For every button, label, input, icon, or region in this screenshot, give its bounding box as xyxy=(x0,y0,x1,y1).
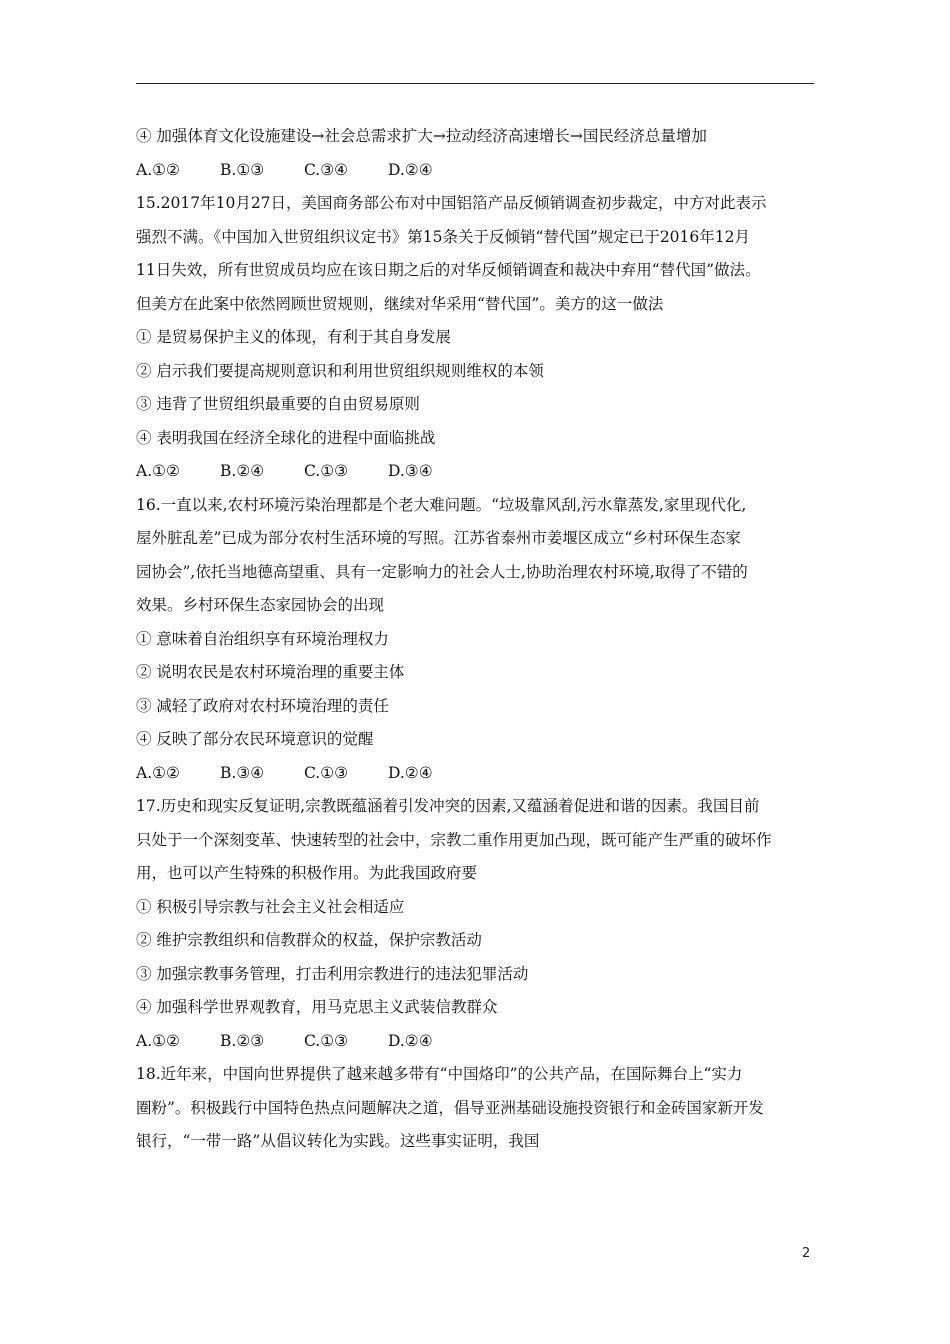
answer-choice: A.①② xyxy=(136,763,180,782)
answer-choice: C.①③ xyxy=(304,462,349,480)
intro-option: ④ 加强体育文化设施建设→社会总需求扩大→拉动经济高速增长→国民经济总量增加 xyxy=(136,127,707,145)
page-number: 2 xyxy=(802,1246,811,1261)
question-16-stem-line: 效果。乡村环保生态家园协会的出现 xyxy=(136,596,385,614)
answer-choice: A.①② xyxy=(136,160,180,179)
answer-choice: C.③④ xyxy=(304,160,349,179)
question-15-answers xyxy=(136,455,816,489)
intro-answers xyxy=(136,154,816,188)
question-15-option: ① 是贸易保护主义的体现，有利于其自身发展 xyxy=(136,328,451,346)
question-18-stem-line: 银行，“一带一路”从倡议转化为实践。这些事实证明，我国 xyxy=(136,1132,540,1150)
question-17-option: ④ 加强科学世界观教育，用马克思主义武装信教群众 xyxy=(136,998,498,1016)
question-16-option: ① 意味着自治组织享有环境治理权力 xyxy=(136,629,389,648)
question-16-option: ④ 反映了部分农民环境意识的觉醒 xyxy=(136,730,374,748)
question-16-stem-line: 16.一直以来,农村环境污染治理都是个老大难问题。“垃圾靠风刮,污水靠蒸发,家里现代化, xyxy=(136,495,747,514)
answer-choice: D.③④ xyxy=(388,462,433,480)
question-15-stem-line: 但美方在此案中依然罔顾世贸规则，继续对华采用“替代国”。美方的这一做法 xyxy=(136,294,664,313)
answer-choice: B.②④ xyxy=(220,462,265,480)
question-17-stem-line: 只处于一个深刻变革、快速转型的社会中，宗教二重作用更加凸现，既可能产生严重的破坏作 xyxy=(136,830,772,849)
question-18-stem-line: 圈粉”。积极践行中国特色热点问题解决之道，倡导亚洲基础设施投资银行和金砖国家新开发 xyxy=(136,1098,764,1117)
question-17-answers xyxy=(136,1025,816,1059)
answer-choice: B.②③ xyxy=(220,1031,265,1050)
answer-choice: B.③④ xyxy=(220,763,265,782)
question-16-option: ③ 减轻了政府对农村环境治理的责任 xyxy=(136,696,389,715)
question-16-stem-line: 屋外脏乱差”已成为部分农村生活环境的写照。江苏省泰州市姜堰区成立“乡村环保生态家 xyxy=(136,529,741,547)
question-17-option: ② 维护宗教组织和信教群众的权益，保护宗教活动 xyxy=(136,931,482,949)
answer-choice: D.②④ xyxy=(388,763,433,782)
question-15-stem-line: 15.2017年10月27日，美国商务部公布对中国铝箔产品反倾销调查初步裁定，中方对此表示 xyxy=(136,194,767,212)
question-16-stem-line: 园协会”,依托当地德高望重、具有一定影响力的社会人士,协助治理农村环境,取得了不错的 xyxy=(136,562,748,581)
question-content xyxy=(136,120,816,1159)
question-16-option: ② 说明农民是农村环境治理的重要主体 xyxy=(136,663,405,681)
answer-choice: C.①③ xyxy=(304,1031,349,1050)
question-15-stem-line: 11日失效，所有世贸成员均应在该日期之后的对华反倾销调查和裁决中弃用“替代国”做法。 xyxy=(136,261,761,279)
answer-choice: D.②④ xyxy=(388,160,433,179)
question-17-option: ① 积极引导宗教与社会主义社会相适应 xyxy=(136,897,405,916)
question-15-option: ② 启示我们要提高规则意识和利用世贸组织规则维权的本领 xyxy=(136,361,544,380)
answer-choice: D.②④ xyxy=(388,1031,433,1050)
answer-choice: A.①② xyxy=(136,462,180,480)
answer-choice: A.①② xyxy=(136,1031,180,1050)
question-15-option: ③ 违背了世贸组织最重要的自由贸易原则 xyxy=(136,395,420,413)
question-17-stem-line: 用，也可以产生特殊的积极作用。为此我国政府要 xyxy=(136,864,478,882)
question-17-stem-line: 17.历史和现实反复证明,宗教既蕴涵着引发冲突的因素,又蕴涵着促进和谐的因素。我国目前 xyxy=(136,797,760,815)
question-18-stem-line: 18.近年来，中国向世界提供了越来越多带有“中国烙印”的公共产品，在国际舞台上“实力 xyxy=(136,1065,743,1083)
question-15-stem-line: 强烈不满。《中国加入世贸组织议定书》第15条关于反倾销“替代国”规定已于2016年12月 xyxy=(136,227,750,246)
answer-choice: B.①③ xyxy=(220,160,265,179)
header-rule xyxy=(136,83,814,84)
question-17-option: ③ 加强宗教事务管理，打击利用宗教进行的违法犯罪活动 xyxy=(136,964,529,983)
question-15-option: ④ 表明我国在经济全球化的进程中面临挑战 xyxy=(136,428,436,447)
question-16-answers xyxy=(136,757,816,791)
answer-choice: C.①③ xyxy=(304,763,349,782)
